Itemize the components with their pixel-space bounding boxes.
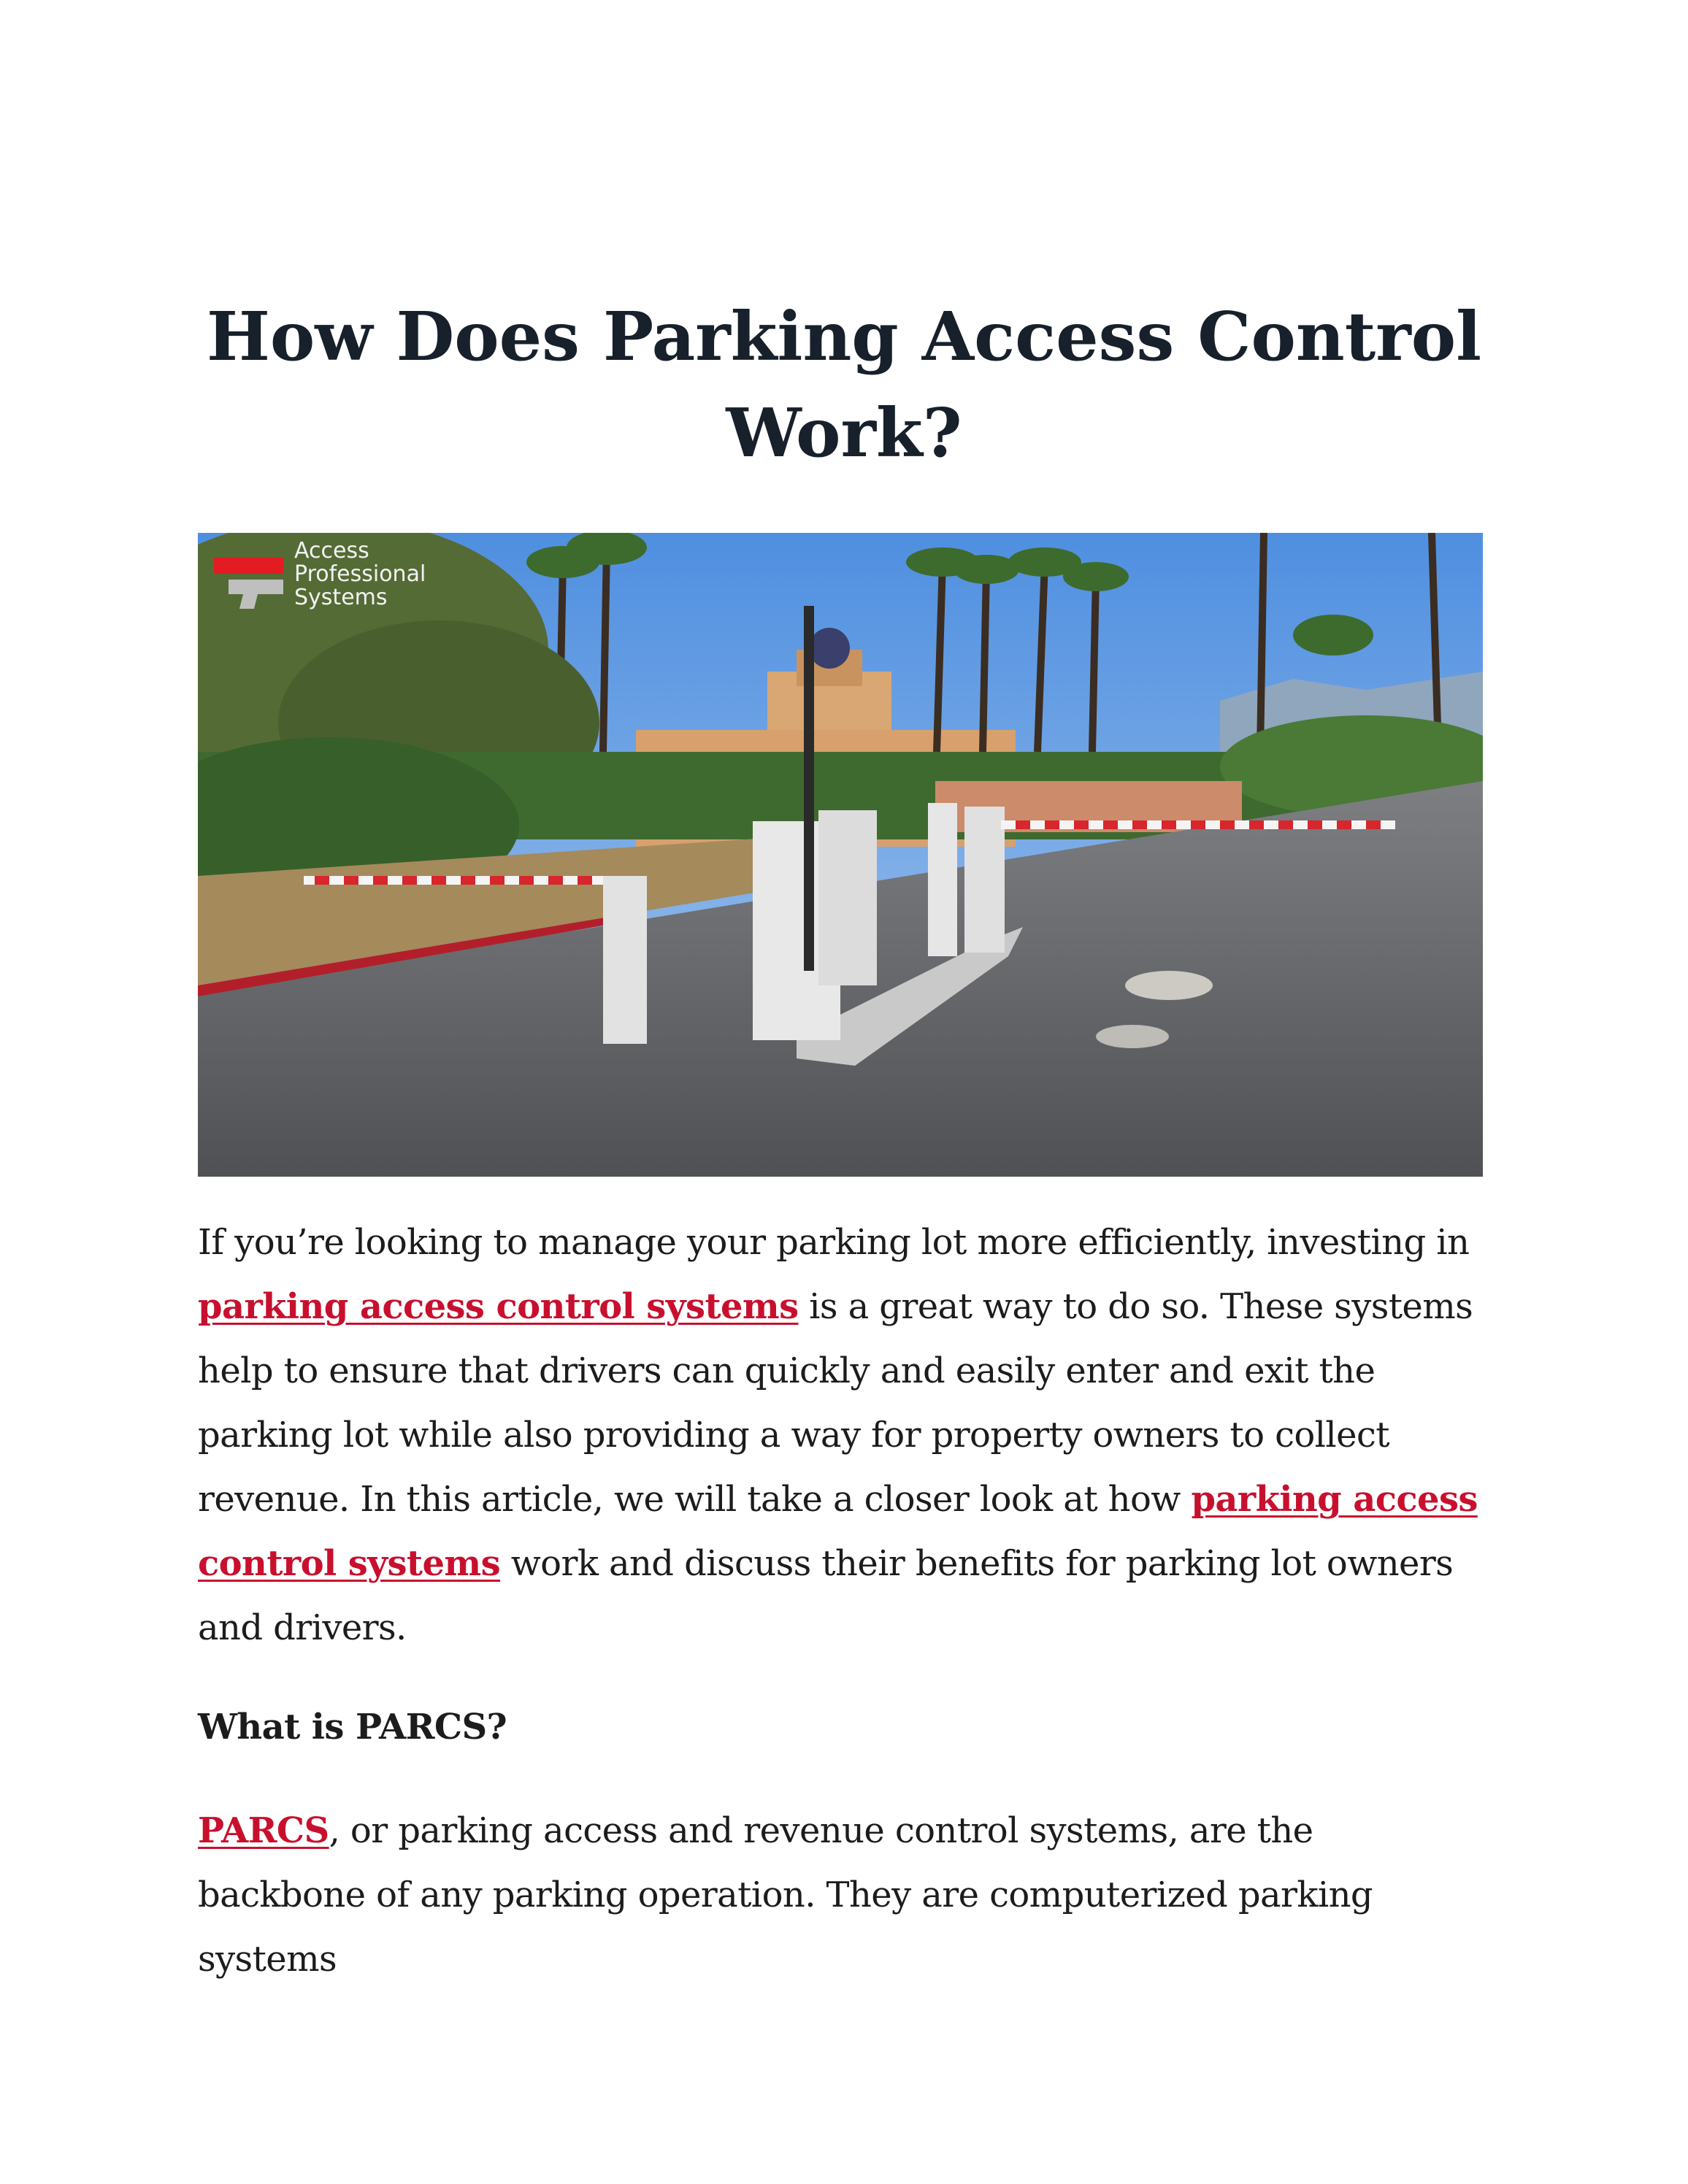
intro-text-3: work and discuss their benefits for parking lot owners and drivers. xyxy=(198,1543,1454,1648)
article-title xyxy=(168,288,1520,481)
title-line-1: How Does Parking Access Control xyxy=(206,297,1482,376)
parcs-text: , or parking access and revenue control systems, are the backbone of any parking operation. They are computerized parking systems xyxy=(198,1810,1373,1980)
hero-image xyxy=(198,533,1483,1177)
access-professional-systems-logo xyxy=(214,536,491,616)
intro-paragraph xyxy=(198,1210,1490,1660)
parking-access-control-link-2[interactable]: parking access control systems xyxy=(198,1479,1478,1584)
parcs-link[interactable]: PARCS xyxy=(198,1810,329,1851)
logo-line-1: Access xyxy=(294,538,369,564)
intro-text-2: is a great way to do so. These systems help to ensure that drivers can quickly and easily enter and exit the parking lot while also providing a way for property owners to collect revenue. In this article, we will take a closer look at how xyxy=(198,1286,1473,1520)
intro-text-1: If you’re looking to manage your parking lot more efficiently, investing in xyxy=(198,1222,1470,1263)
title-line-2: Work? xyxy=(726,393,962,472)
parcs-paragraph xyxy=(198,1799,1490,1991)
logo-line-3: Systems xyxy=(294,585,388,610)
logo-line-2: Professional xyxy=(294,561,426,587)
parking-access-control-link-1[interactable]: parking access control systems xyxy=(198,1286,799,1327)
section-heading: What is PARCS? xyxy=(198,1707,507,1747)
parking-gate-photo xyxy=(198,533,1483,1177)
